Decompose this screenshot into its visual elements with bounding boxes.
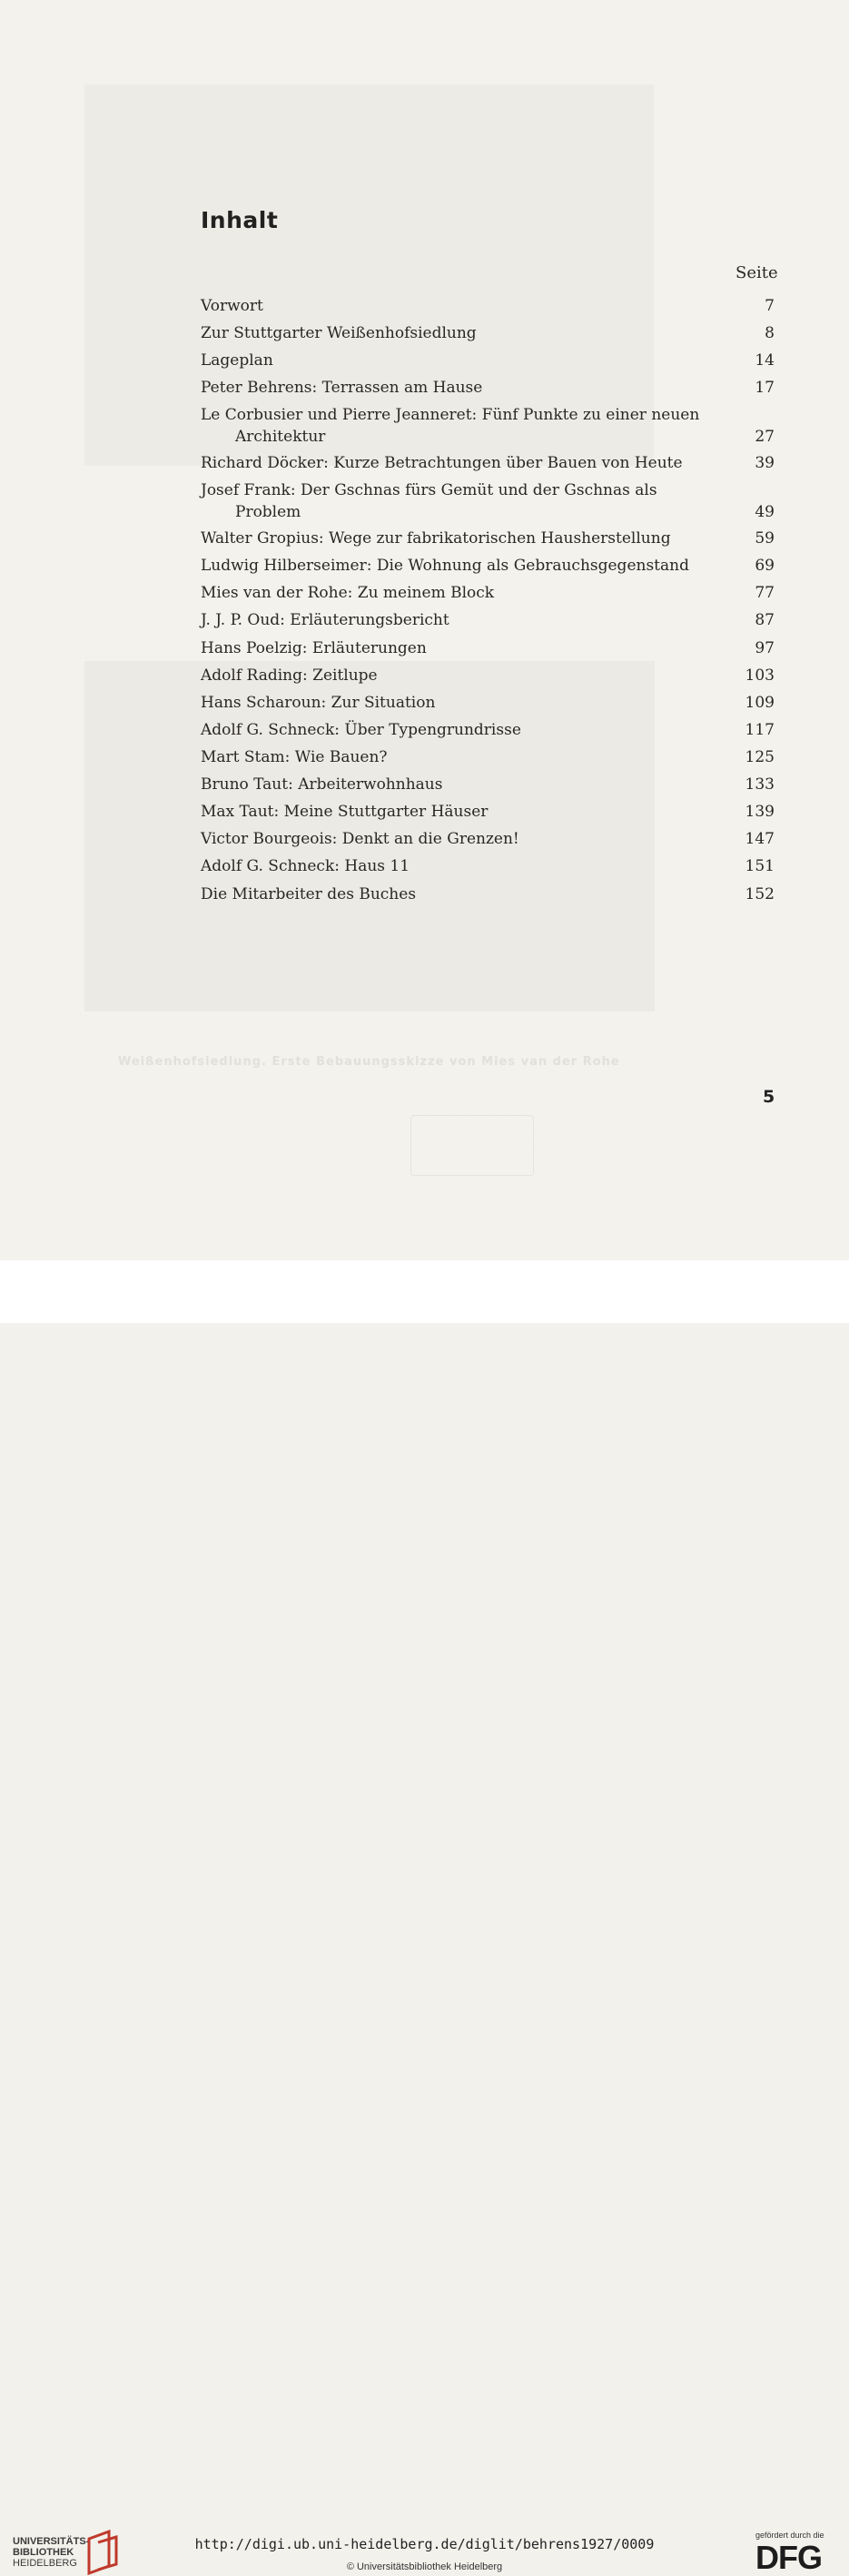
toc-entry-title: Adolf G. Schneck: Über Typengrundrisse: [201, 721, 521, 739]
funding-note: gefördert durch die: [755, 2531, 824, 2540]
toc-entry-title: Vorwort: [201, 297, 263, 315]
toc-entry: [201, 883, 775, 905]
toc-entry-page: 59: [755, 529, 775, 548]
toc-entry-page: 17: [755, 379, 775, 397]
toc-entry-page: 133: [745, 775, 775, 794]
toc-entry-title: J. J. P. Oud: Erläuterungsbericht: [201, 611, 449, 629]
scanned-page: [0, 0, 849, 1260]
toc-entry: [201, 582, 775, 604]
toc-entry-page: 152: [745, 885, 775, 903]
toc-entry-title: Max Taut: Meine Stuttgarter Häuser: [201, 803, 489, 821]
toc-entry-page: 87: [755, 611, 775, 629]
toc-entry-title: Adolf Rading: Zeitlupe: [201, 666, 378, 685]
toc-entry-title: Zur Stuttgarter Weißenhofsiedlung: [201, 324, 477, 342]
toc-entry: [201, 528, 775, 549]
page-title: Inhalt: [201, 207, 279, 233]
toc-entry: [201, 295, 775, 317]
toc-entry-title: Ludwig Hilberseimer: Die Wohnung als Gebrauchsgegenstand: [201, 557, 689, 575]
toc-entry-page: 27: [755, 428, 775, 446]
toc-entry-page: 147: [745, 830, 775, 848]
copyright-notice: © Universitätsbibliothek Heidelberg: [346, 2561, 503, 2572]
toc-entry-page: 151: [745, 857, 775, 875]
toc-entry: [201, 637, 775, 659]
toc-entry-title-continued: Architektur: [235, 428, 326, 446]
library-name-line: HEIDELBERG: [13, 2558, 77, 2569]
toc-entry-title: Lageplan: [201, 351, 273, 370]
toc-entry-page: 14: [755, 351, 775, 370]
toc-entry-title: Hans Scharoun: Zur Situation: [201, 694, 436, 712]
toc-entry-title: Mart Stam: Wie Bauen?: [201, 748, 388, 766]
toc-entry-title: Peter Behrens: Terrassen am Hause: [201, 379, 483, 397]
toc-entry: [201, 609, 775, 631]
toc-entry: [201, 665, 775, 686]
toc-entry-page: 69: [755, 557, 775, 575]
library-name-line: UNIVERSITÄTS-: [13, 2536, 90, 2547]
bleed-through-text: Weißenhofsiedlung. Erste Bebauungsskizze von Mies van der Rohe: [118, 1055, 620, 1069]
faint-stamp: [410, 1115, 534, 1176]
dfg-logo: DFG: [755, 2539, 822, 2576]
toc-entry: [201, 404, 775, 448]
toc-entry-page: 139: [745, 803, 775, 821]
toc-entry: [201, 555, 775, 577]
toc-entry: [201, 452, 775, 474]
toc-entry-title: Le Corbusier und Pierre Jeanneret: Fünf Punkte zu einer neuen: [201, 406, 700, 424]
toc-entry: [201, 692, 775, 714]
toc-entry: [201, 801, 775, 823]
toc-entry-page: 125: [745, 748, 775, 766]
toc-entry-title: Mies van der Rohe: Zu meinem Block: [201, 584, 495, 602]
toc-entry-page: 117: [745, 721, 775, 739]
toc-entry: [201, 377, 775, 399]
toc-entry: [201, 746, 775, 768]
toc-entry-title: Bruno Taut: Arbeiterwohnhaus: [201, 775, 443, 794]
toc-entry: [201, 855, 775, 877]
page-column-label: Seite: [735, 263, 778, 282]
permalink[interactable]: http://digi.ub.uni-heidelberg.de/diglit/behrens1927/0009: [194, 2536, 655, 2552]
toc-entry: [201, 350, 775, 371]
toc-entry-title: Josef Frank: Der Gschnas fürs Gemüt und der Gschnas als: [201, 481, 657, 499]
toc-entry: [201, 479, 775, 523]
library-name-line: BIBLIOTHEK: [13, 2547, 74, 2558]
toc-entry-page: 77: [755, 584, 775, 602]
toc-entry: [201, 828, 775, 850]
toc-entry-title: Walter Gropius: Wege zur fabrikatorischen Hausherstellung: [201, 529, 671, 548]
toc-entry: [201, 322, 775, 344]
toc-entry-page: 109: [745, 694, 775, 712]
toc-entry-page: 103: [745, 666, 775, 685]
toc-entry-title: Richard Döcker: Kurze Betrachtungen über Bauen von Heute: [201, 454, 683, 472]
digitization-footer: [0, 1260, 849, 2576]
toc-entry: [201, 774, 775, 795]
toc-entry-title: Adolf G. Schneck: Haus 11: [201, 857, 410, 875]
toc-entry-page: 97: [755, 639, 775, 657]
toc-entry-title: Die Mitarbeiter des Buches: [201, 885, 417, 903]
toc-entry: [201, 719, 775, 741]
toc-entry-title: Victor Bourgeois: Denkt an die Grenzen!: [201, 830, 519, 848]
toc-entry-page: 39: [755, 454, 775, 472]
page-number: 5: [763, 1087, 775, 1107]
toc-entry-page: 8: [765, 324, 775, 342]
toc-entry-page: 49: [755, 503, 775, 521]
toc-entry-page: 7: [765, 297, 775, 315]
toc-entry-title: Hans Poelzig: Erläuterungen: [201, 639, 427, 657]
toc-entry-title-continued: Problem: [235, 503, 301, 521]
